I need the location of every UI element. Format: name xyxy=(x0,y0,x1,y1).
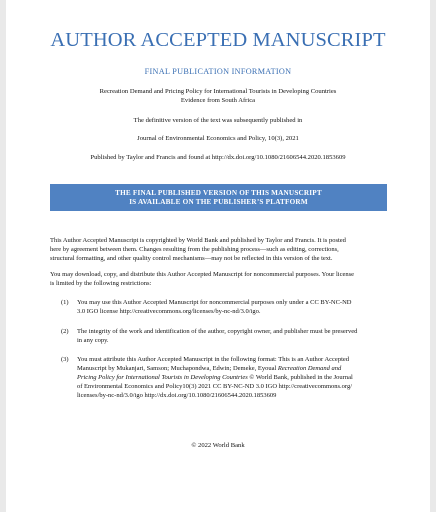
paragraph-line: here by agreement between them. Changes resulting from the publishing process—such as editing, corrections, xyxy=(50,246,339,253)
article-title-italic: Recreation Demand and xyxy=(277,365,342,372)
item-line xyxy=(77,364,391,373)
page-title: AUTHOR ACCEPTED MANUSCRIPT xyxy=(50,29,386,51)
paragraph-line: is limited by the following restrictions: xyxy=(50,280,152,287)
item-number: (2) xyxy=(61,328,69,335)
item-line: in any copy. xyxy=(77,337,109,344)
item-number: (3) xyxy=(61,356,69,363)
final-version-banner xyxy=(50,184,387,211)
article-title-italic: Pricing Policy for International Tourists in Developing Countries xyxy=(77,374,248,381)
item-line: You may use this Author Accepted Manuscript for noncommercial purposes only under a CC BY-NC-ND xyxy=(77,299,352,306)
publication-info-heading: FINAL PUBLICATION INFORMATION xyxy=(144,67,292,76)
item-line: The integrity of the work and identification of the author, copyright owner, and publisher must be preserved xyxy=(77,328,358,335)
copyright-footer: © 2022 World Bank xyxy=(191,442,245,449)
definitive-version-note: The definitive version of the text was subsequently published in xyxy=(133,117,303,124)
paragraph-line: structural formatting, and other quality control mechanisms—may not be reflected in this version of the text. xyxy=(50,255,333,262)
item-line: 3.0 IGO license http://creativecommons.org/licenses/by-nc-nd/3.0/igo. xyxy=(77,308,261,315)
paragraph-line: You may download, copy, and distribute this Author Accepted Manuscript for noncommercial purposes. Your license xyxy=(50,271,355,278)
item-line: of Environmental Economics and Policy10(3) 2021 CC BY-NC-ND 3.0 IGO http://creativecommons.org/ xyxy=(77,383,353,390)
journal-citation: Journal of Environmental Economics and Policy, 10(3), 2021 xyxy=(137,135,299,142)
item-text: Manuscript by Mukanjari, Samson; Muchapondwa, Edwin; Demeke, Eyoual xyxy=(77,365,278,372)
item-line: You must attribute this Author Accepted Manuscript in the following format: This is an Author Accepted xyxy=(77,356,350,363)
copyright-paragraph xyxy=(50,236,390,263)
license-paragraph xyxy=(50,270,390,288)
item-text: © World Bank, published in the Journal xyxy=(247,374,353,381)
article-title-line-1: Recreation Demand and Pricing Policy for International Tourists in Developing Countries xyxy=(99,88,337,95)
banner-line-2: IS AVAILABLE ON THE PUBLISHER’S PLATFORM xyxy=(129,197,308,206)
banner-line-1: THE FINAL PUBLISHED VERSION OF THIS MANUSCRIPT xyxy=(115,188,322,197)
article-title-line-2: Evidence from South Africa xyxy=(180,97,256,104)
item-line: licenses/by-nc-nd/3.0/igo http://dx.doi.org/10.1080/21606544.2020.1853609 xyxy=(77,392,277,399)
item-line xyxy=(77,373,391,382)
manuscript-page xyxy=(6,0,430,512)
item-number: (1) xyxy=(61,299,69,306)
paragraph-line: This Author Accepted Manuscript is copyrighted by World Bank and published by Taylor and Francis. It is posted xyxy=(50,237,346,244)
publisher-line: Published by Taylor and Francis and found at http://dx.doi.org/10.1080/21606544.2020.1853609 xyxy=(90,154,346,161)
